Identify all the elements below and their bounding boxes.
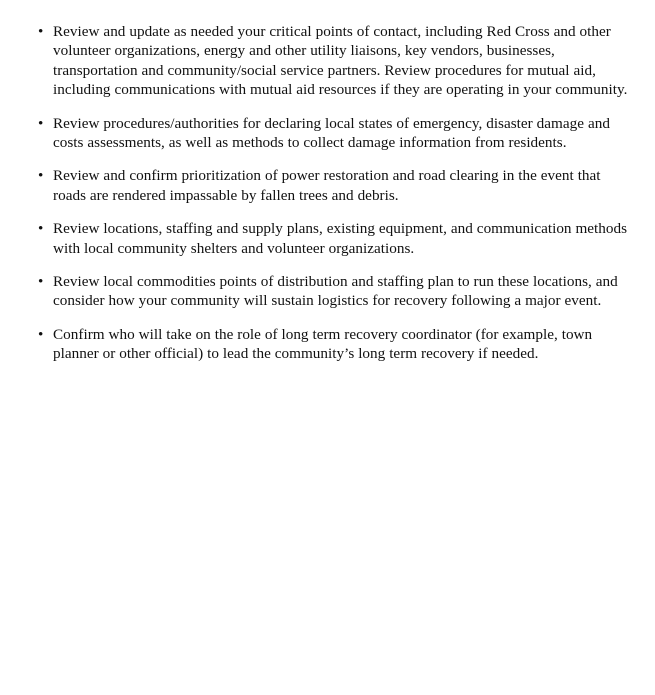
preparedness-bullet-list <box>0 22 655 364</box>
list-item-text: Review and update as needed your critical points of contact, including Red Cross and other volunteer organizations, energy and other utility liaisons, key vendors, businesses, transportation and community/social service partners. Review procedures for mutual aid, including communications with mutual aid resources if they are operating in your community. <box>53 23 628 99</box>
list-item-text: Review procedures/authorities for declaring local states of emergency, disaster damage and costs assessments, as well as methods to collect damage information from residents. <box>53 114 610 152</box>
list-item <box>0 219 655 258</box>
list-item <box>0 325 655 364</box>
bullet-point-icon: • <box>38 220 44 238</box>
list-item-text: Review local commodities points of distribution and staffing plan to run these locations, and consider how your community will sustain logistics for recovery following a major event. <box>53 273 618 310</box>
bullet-point-icon: • <box>38 114 44 132</box>
list-item <box>0 166 655 205</box>
bullet-point-icon: • <box>38 325 44 343</box>
bullet-point-icon: • <box>38 167 44 185</box>
list-item-text: Review locations, staffing and supply plans, existing equipment, and communication methods with local community shelters and volunteer organizations. <box>53 220 628 257</box>
bullet-point-icon: • <box>38 273 44 291</box>
list-item <box>0 272 655 311</box>
bullet-point-icon: • <box>38 23 44 40</box>
list-item-text: Review and confirm prioritization of power restoration and road clearing in the event that roads are rendered impassable by fallen trees and debris. <box>53 167 601 204</box>
list-item <box>0 114 655 153</box>
list-item-text: Confirm who will take on the role of long term recovery coordinator (for example, town planner or other official) to lead the community’s long term recovery if needed. <box>53 325 593 363</box>
list-item <box>0 22 655 100</box>
